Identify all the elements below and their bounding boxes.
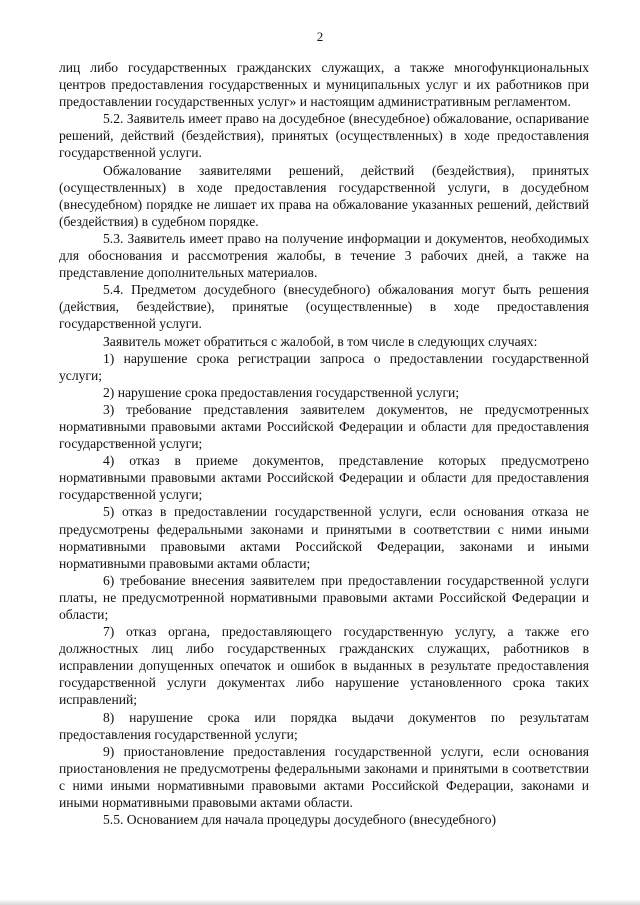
paragraph-cases-intro: Заявитель может обратиться с жалобой, в том числе в следующих случаях: bbox=[103, 333, 538, 349]
paragraph-5-3: 5.3. Заявитель имеет право на получение информации и документов, необходимых для обоснования и рассмотрения жалобы, в течение 3 рабочих дней, а также на представление дополнительных материалов. bbox=[59, 230, 589, 281]
list-item-6: 6) требование внесения заявителем при предоставлении государственной услуги платы, не предусмотренной нормативными правовыми актами Российской Федерации и области; bbox=[59, 572, 589, 622]
list-item-5: 5) отказ в предоставлении государственной услуги, если основания отказа не предусмотрены федеральными законами и принятыми в соответствии с ними иными нормативными правовыми актами Российской Федерации, законами и иными нормативными правовыми актами области; bbox=[59, 504, 589, 571]
list-item-2: 2) нарушение срока предоставления государственной услуги; bbox=[103, 384, 460, 400]
list-item-1: 1) нарушение срока регистрации запроса о предоставлении государственной услуги; bbox=[59, 350, 589, 383]
list-item-8: 8) нарушение срока или порядка выдачи документов по результатам предоставления государственной услуги; bbox=[59, 709, 589, 742]
paragraph-5-2: 5.2. Заявитель имеет право на досудебное (внесудебное) обжалование, оспаривание решений, действий (бездействия), принятых (осуществленных) в ходе предоставления государственной услуги. bbox=[59, 111, 589, 161]
paragraph-5-5: 5.5. Основанием для начала процедуры досудебного (внесудебного) bbox=[103, 812, 497, 828]
paragraph-5-4: 5.4. Предметом досудебного (внесудебного) обжалования могут быть решения (действия, бездействие), принятые (осуществленные) в ходе предоставления государственной услуги. bbox=[59, 282, 589, 332]
scan-edge bbox=[0, 899, 640, 905]
paragraph-appeal-rights: Обжалование заявителями решений, действий (бездействия), принятых (осуществленных) в ходе предоставления государственной услуги, в досудебном (внесудебном) порядке не лишает их права на обжалование указанных решений, действий (бездействия) в судебном порядке. bbox=[59, 162, 589, 229]
paragraph-intro-continuation: лиц либо государственных гражданских служащих, а также многофункциональных центров предоставления государственных и муниципальных услуг и их работников при предоставлении государственных услуг» и настоящим административным регламентом. bbox=[59, 60, 589, 110]
list-item-4: 4) отказ в приеме документов, представление которых предусмотрено нормативными правовыми актами Российской Федерации и области для предоставления государственной услуги; bbox=[59, 453, 589, 503]
page-number: 2 bbox=[316, 29, 324, 44]
body-text bbox=[59, 59, 589, 828]
list-item-7: 7) отказ органа, предоставляющего государственную услугу, а также его должностных лиц либо государственных гражданских служащих, работников в исправлении допущенных опечаток и ошибок в выданных в результате предоставления государственной услуги документах либо нарушение установленного срока таких исправлений; bbox=[59, 624, 589, 708]
list-item-3: 3) требование представления заявителем документов, не предусмотренных нормативными правовыми актами Российской Федерации и области для предоставления государственной услуги; bbox=[59, 401, 589, 452]
list-item-9: 9) приостановление предоставления государственной услуги, если основания приостановления не предусмотрены федеральными законами и принятыми в соответствии с ними иными нормативными правовыми актами Российской Федерации, законами и иными нормативными правовыми актами области. bbox=[59, 743, 589, 811]
